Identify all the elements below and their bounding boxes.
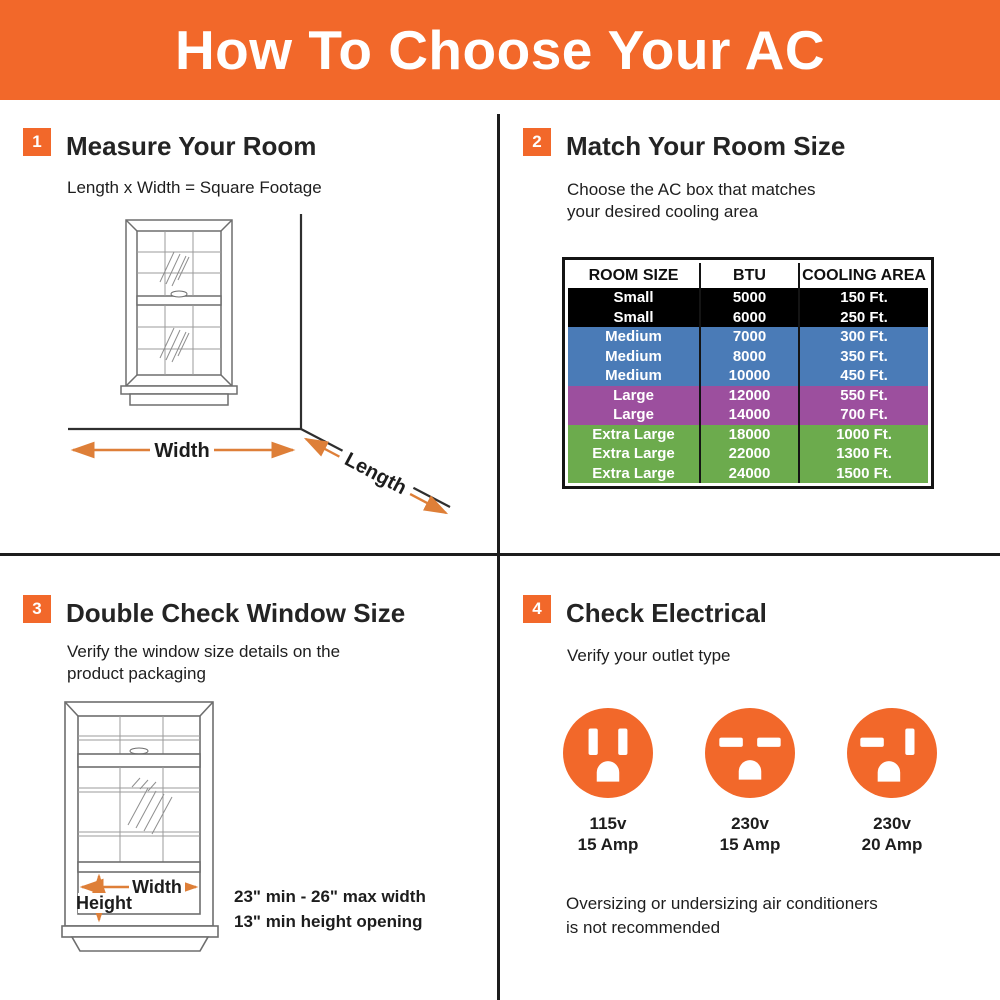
outlet-230v-20amp-icon <box>847 708 937 798</box>
width-arrow <box>73 436 293 463</box>
cell-cooling-area: 1000 Ft. <box>800 425 928 445</box>
cell-btu: 22000 <box>701 444 800 464</box>
outlet-volts: 230v <box>873 814 911 833</box>
step-3-title: Double Check Window Size <box>66 598 406 628</box>
table-row <box>568 347 928 367</box>
cell-room-size: Medium <box>568 366 701 386</box>
cell-btu: 6000 <box>701 308 800 328</box>
cell-btu: 24000 <box>701 464 800 484</box>
vertical-divider <box>497 114 500 1000</box>
length-label: Length <box>340 448 411 500</box>
cell-btu: 7000 <box>701 327 800 347</box>
outlet-label <box>550 813 666 855</box>
cell-room-size: Large <box>568 405 701 425</box>
outlet-amps: 15 Amp <box>719 835 781 854</box>
width-label: Width <box>132 877 182 897</box>
outlet-115v-icon <box>563 708 653 798</box>
cell-room-size: Medium <box>568 327 701 347</box>
cell-btu: 18000 <box>701 425 800 445</box>
width-label: Width <box>154 440 210 462</box>
note-line2: is not recommended <box>566 918 721 937</box>
cell-cooling-area: 700 Ft. <box>800 405 928 425</box>
height-label-group <box>76 893 132 913</box>
outlet-115v-15amp <box>550 708 666 855</box>
cell-btu: 14000 <box>701 405 800 425</box>
table-row <box>568 366 928 386</box>
note-line1: Oversizing or undersizing air conditioners <box>566 894 878 913</box>
cell-btu: 10000 <box>701 366 800 386</box>
step-3-badge: 3 <box>23 595 51 623</box>
step-2-subtitle <box>567 179 816 223</box>
window-latch <box>130 748 148 754</box>
length-arrow <box>306 439 446 513</box>
outlet-label <box>834 813 950 855</box>
column-header-btu: BTU <box>701 263 800 288</box>
room-corner-window-illustration <box>60 210 460 520</box>
table-row <box>568 425 928 445</box>
cell-room-size: Large <box>568 386 701 406</box>
sizing-recommendation-note <box>566 892 966 940</box>
outlet-amps: 15 Amp <box>577 835 639 854</box>
cell-cooling-area: 450 Ft. <box>800 366 928 386</box>
table-row <box>568 386 928 406</box>
step-4-subtitle: Verify your outlet type <box>567 646 731 665</box>
cell-cooling-area: 550 Ft. <box>800 386 928 406</box>
step-4-title: Check Electrical <box>566 598 767 628</box>
outlet-volts: 115v <box>589 814 627 833</box>
step-3-subtitle <box>67 641 340 685</box>
cell-cooling-area: 1300 Ft. <box>800 444 928 464</box>
sash-bottom-rail <box>78 862 200 872</box>
table-row <box>568 288 928 308</box>
cell-room-size: Small <box>568 288 701 308</box>
cell-room-size: Medium <box>568 347 701 367</box>
step-2-title: Match Your Room Size <box>566 131 846 161</box>
banner <box>0 0 1000 100</box>
step-1-subtitle: Length x Width = Square Footage <box>67 178 322 197</box>
step-2-subtitle-line1: Choose the AC box that matches <box>567 180 816 199</box>
cell-btu: 8000 <box>701 347 800 367</box>
cell-room-size: Extra Large <box>568 464 701 484</box>
table-row <box>568 308 928 328</box>
step-4-badge: 4 <box>523 595 551 623</box>
step-1-badge: 1 <box>23 128 51 156</box>
column-header-cooling-area: COOLING AREA <box>800 263 928 288</box>
sash-rail <box>78 754 200 767</box>
cell-btu: 12000 <box>701 386 800 406</box>
table-header-row <box>568 263 928 288</box>
cell-cooling-area: 1500 Ft. <box>800 464 928 484</box>
spec-line2: 13" min height opening <box>234 912 423 931</box>
cell-btu: 5000 <box>701 288 800 308</box>
cell-cooling-area: 350 Ft. <box>800 347 928 367</box>
spec-line1: 23" min - 26" max width <box>234 887 426 906</box>
step-2-subtitle-line2: your desired cooling area <box>567 202 758 221</box>
window-latch <box>171 291 187 297</box>
table-row <box>568 327 928 347</box>
cell-room-size: Extra Large <box>568 444 701 464</box>
window-drawing <box>121 220 237 405</box>
outlet-label <box>692 813 808 855</box>
table-row <box>568 464 928 484</box>
step-3-subtitle-line1: Verify the window size details on the <box>67 642 341 661</box>
horizontal-divider <box>0 553 1000 556</box>
btu-sizing-table <box>562 257 934 489</box>
window-frame <box>62 702 218 951</box>
table-row <box>568 444 928 464</box>
outlet-amps: 20 Amp <box>861 835 923 854</box>
step-1-title: Measure Your Room <box>66 131 317 161</box>
cell-cooling-area: 150 Ft. <box>800 288 928 308</box>
window-size-spec <box>234 884 426 934</box>
step-2-badge: 2 <box>523 128 551 156</box>
page-title: How To Choose Your AC <box>174 19 826 81</box>
height-label: Height <box>76 893 132 913</box>
cell-cooling-area: 300 Ft. <box>800 327 928 347</box>
table-row <box>568 405 928 425</box>
outlet-volts: 230v <box>731 814 769 833</box>
cell-cooling-area: 250 Ft. <box>800 308 928 328</box>
cell-room-size: Small <box>568 308 701 328</box>
outlet-230v-15amp-icon <box>705 708 795 798</box>
outlet-230v-15amp <box>692 708 808 855</box>
step-3-subtitle-line2: product packaging <box>67 664 206 683</box>
column-header-room-size: ROOM SIZE <box>568 263 701 288</box>
cell-room-size: Extra Large <box>568 425 701 445</box>
outlet-230v-20amp <box>834 708 950 855</box>
